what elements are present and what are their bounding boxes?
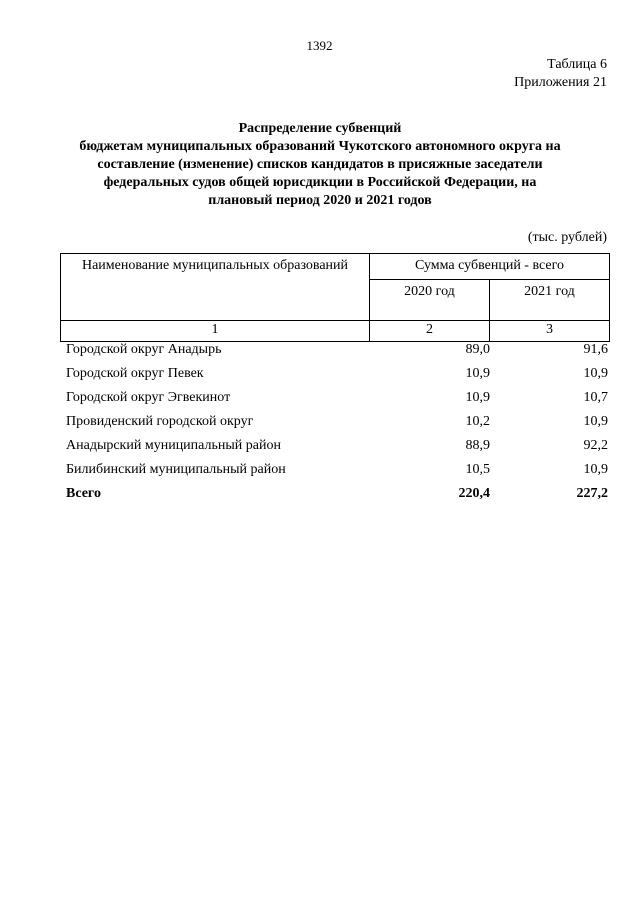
table-header bbox=[60, 253, 610, 342]
document-title bbox=[50, 120, 590, 210]
row-value-2020: 10,5 bbox=[465, 462, 490, 477]
table-row bbox=[66, 410, 608, 434]
title-line: составление (изменение) списков кандидатов в присяжные заседатели bbox=[97, 157, 543, 172]
table-ref-line-1: Таблица 6 bbox=[547, 57, 607, 72]
row-value-2020: 10,9 bbox=[465, 366, 490, 381]
title-line: бюджетам муниципальных образований Чукотского автономного округа на bbox=[79, 139, 561, 154]
header-name: Наименование муниципальных образований bbox=[61, 254, 370, 321]
table-row bbox=[66, 458, 608, 482]
row-value-2020: 10,9 bbox=[465, 390, 490, 405]
column-number: 2 bbox=[370, 321, 490, 342]
header-year-2020: 2020 год bbox=[370, 280, 490, 321]
title-line: федеральных судов общей юрисдикции в Российской Федерации, на bbox=[103, 175, 537, 190]
row-name: Городской округ Анадырь bbox=[66, 342, 222, 357]
title-line: Распределение субвенций bbox=[238, 121, 402, 136]
table-reference bbox=[514, 56, 607, 92]
row-value-2021: 10,9 bbox=[583, 366, 608, 381]
units-label: (тыс. рублей) bbox=[527, 230, 607, 245]
total-label: Всего bbox=[66, 486, 101, 501]
title-line: плановый период 2020 и 2021 годов bbox=[208, 193, 432, 208]
table-row bbox=[66, 362, 608, 386]
column-number: 1 bbox=[61, 321, 370, 342]
row-name: Анадырский муниципальный район bbox=[66, 438, 281, 453]
table-body bbox=[66, 338, 608, 506]
header-sum: Сумма субвенций - всего bbox=[370, 254, 610, 280]
page-number: 1392 bbox=[306, 38, 333, 53]
row-name: Городской округ Эгвекинот bbox=[66, 390, 231, 405]
table-ref-line-2: Приложения 21 bbox=[514, 75, 607, 90]
total-value-2021: 227,2 bbox=[576, 486, 608, 501]
row-value-2020: 10,2 bbox=[465, 414, 490, 429]
table-row bbox=[66, 434, 608, 458]
table-row bbox=[66, 338, 608, 362]
total-value-2020: 220,4 bbox=[458, 486, 490, 501]
table-row bbox=[66, 386, 608, 410]
column-number: 3 bbox=[489, 321, 609, 342]
row-value-2021: 10,9 bbox=[583, 462, 608, 477]
total-row bbox=[66, 482, 608, 506]
row-name: Билибинский муниципальный район bbox=[66, 462, 286, 477]
row-value-2020: 89,0 bbox=[465, 342, 490, 357]
row-value-2021: 10,7 bbox=[583, 390, 608, 405]
row-value-2021: 92,2 bbox=[583, 438, 608, 453]
header-year-2021: 2021 год bbox=[489, 280, 609, 321]
row-value-2020: 88,9 bbox=[465, 438, 490, 453]
row-name: Провиденский городской округ bbox=[66, 414, 254, 429]
row-value-2021: 91,6 bbox=[583, 342, 608, 357]
row-value-2021: 10,9 bbox=[583, 414, 608, 429]
row-name: Городской округ Певек bbox=[66, 366, 204, 381]
